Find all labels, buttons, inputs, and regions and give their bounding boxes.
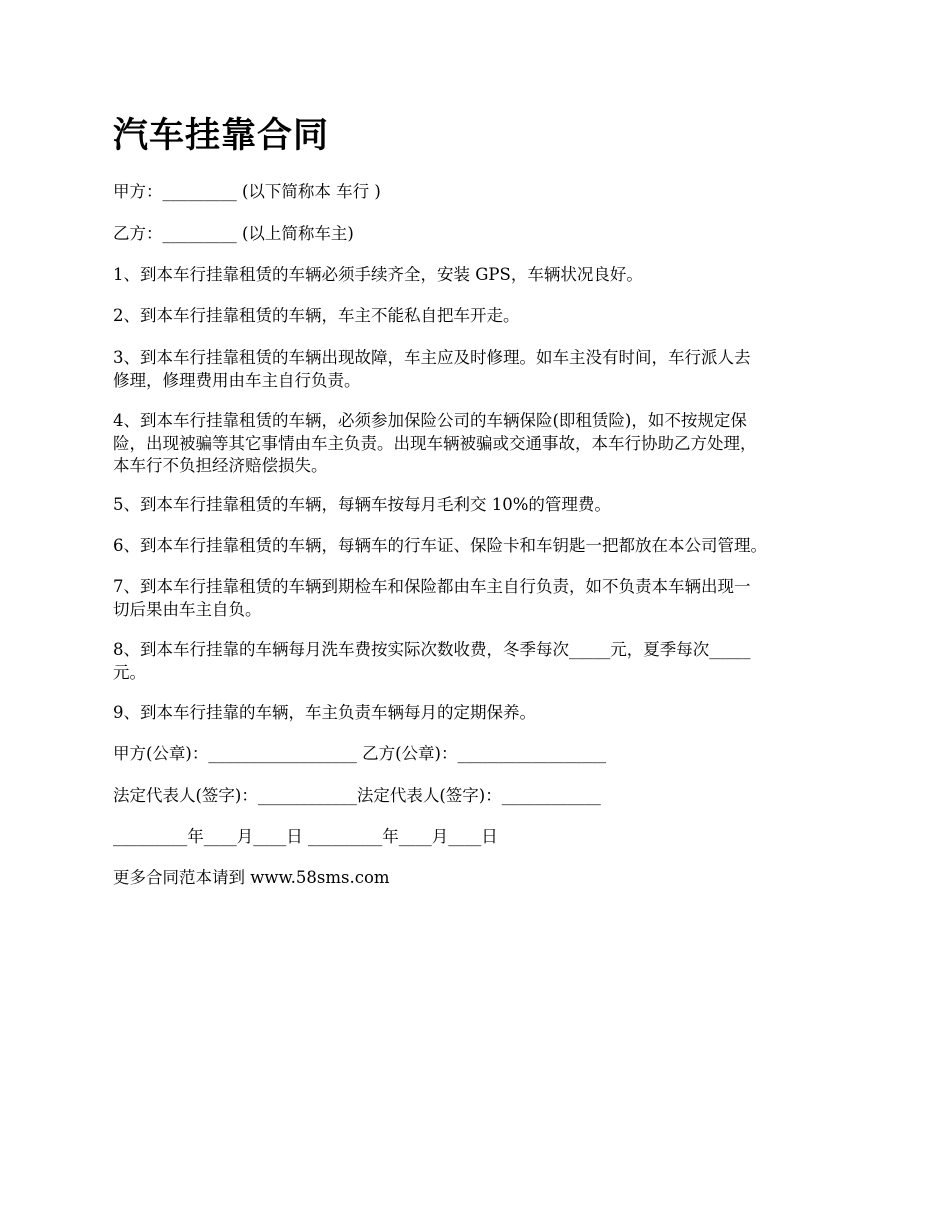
clause-3-line-1: 3、到本车行挂靠租赁的车辆出现故障，车主应及时修理。如车主没有时间，车行派人去: [113, 348, 751, 367]
clause-3-line-2: 修理，修理费用由车主自行负责。: [113, 371, 361, 390]
clause-4-line-3: 本车行不负担经济赔偿损失。: [113, 456, 328, 475]
representative-signature-line: 法定代表人(签字)：____________法定代表人(签字)：____________: [113, 786, 601, 805]
document-title: 汽车挂靠合同: [113, 116, 330, 156]
party-b-line: 乙方：_________ (以上简称车主): [113, 224, 354, 243]
clause-4-line-2: 险，出现被骗等其它事情由车主负责。出现车辆被骗或交通事故，本车行协助乙方处理，: [113, 434, 757, 453]
clause-7-line-2: 切后果由车主自负。: [113, 600, 262, 619]
clause-4-line-1: 4、到本车行挂靠租赁的车辆，必须参加保险公司的车辆保险(即租赁险)，如不按规定保: [113, 411, 747, 430]
clause-8-line-2: 元。: [113, 663, 146, 682]
clause-8-line-1: 8、到本车行挂靠的车辆每月洗车费按实际次数收费，冬季每次_____元，夏季每次_____: [113, 640, 751, 659]
clause-6: 6、到本车行挂靠租赁的车辆，每辆车的行车证、保险卡和车钥匙一把都放在本公司管理。: [113, 536, 767, 555]
clause-7-line-1: 7、到本车行挂靠租赁的车辆到期检车和保险都由车主自行负责，如不负责本车辆出现一: [113, 577, 751, 596]
date-line: _________年____月____日 _________年____月____日: [113, 827, 498, 846]
clause-9: 9、到本车行挂靠的车辆，车主负责车辆每月的定期保养。: [113, 703, 536, 722]
clause-1: 1、到本车行挂靠租赁的车辆必须手续齐全，安装 GPS，车辆状况良好。: [113, 265, 643, 284]
seal-signature-line: 甲方(公章)：__________________ 乙方(公章)：__________________: [113, 744, 606, 763]
clause-5: 5、到本车行挂靠租赁的车辆，每辆车按每月毛利交 10%的管理费。: [113, 495, 611, 514]
clause-2: 2、到本车行挂靠租赁的车辆，车主不能私自把车开走。: [113, 306, 520, 325]
party-a-line: 甲方：_________ (以下简称本 车行 ): [113, 182, 381, 201]
footer-link-text: 更多合同范本请到 www.58sms.com: [113, 868, 390, 887]
